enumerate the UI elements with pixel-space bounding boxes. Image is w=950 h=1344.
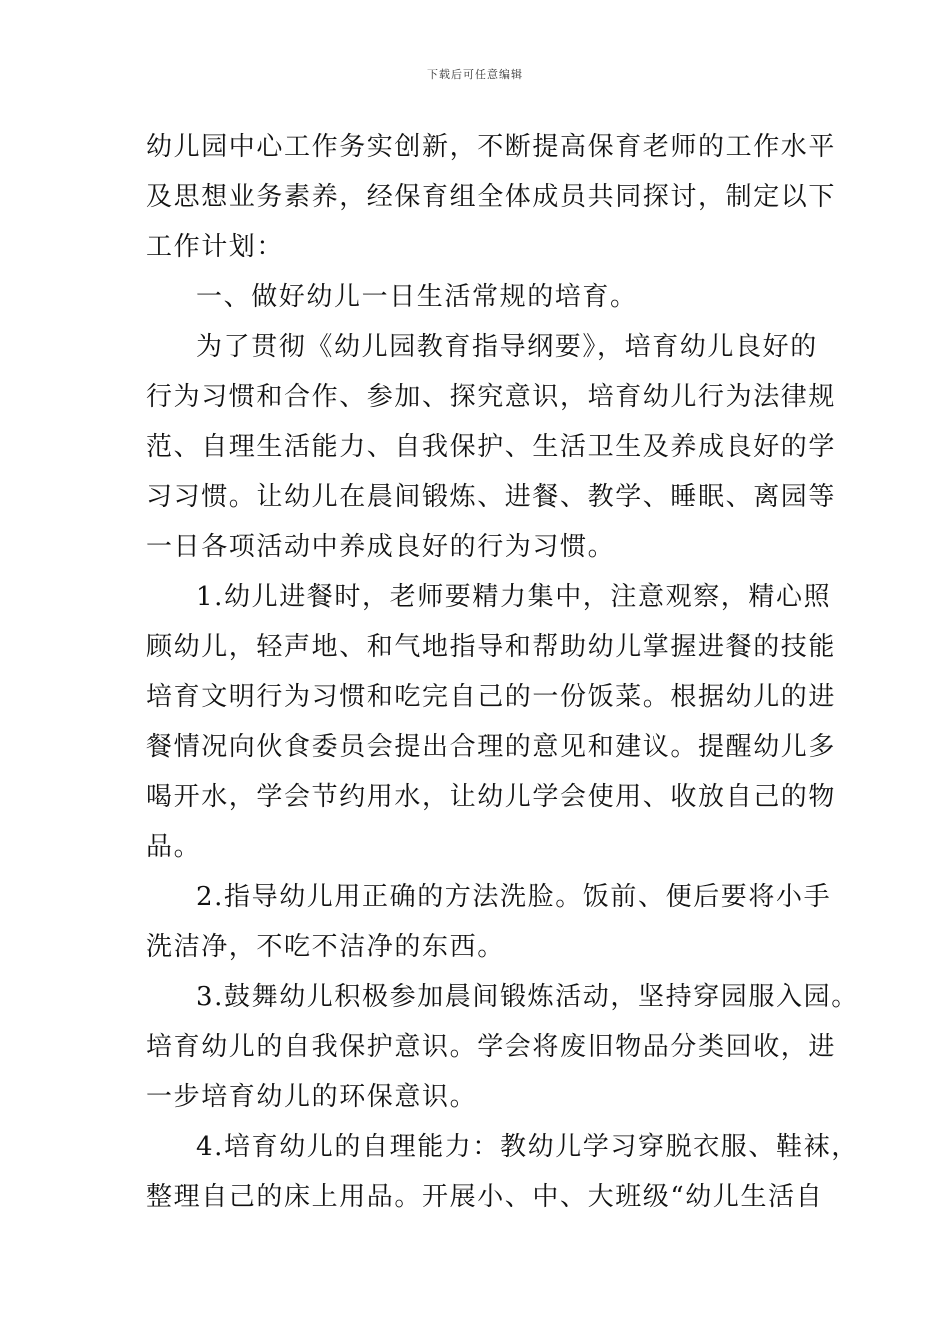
section-heading: 一、做好幼儿一日生活常规的培育。 xyxy=(196,282,638,312)
text-line: 品。 xyxy=(146,832,202,862)
text-line: 培育文明行为习惯和吃完自己的一份饭菜。根据幼儿的进 xyxy=(146,682,837,712)
text-line: 一日各项活动中养成良好的行为习惯。 xyxy=(146,532,616,562)
text-line: 2.指导幼儿用正确的方法洗脸。饭前、便后要将小手 xyxy=(196,882,832,912)
text-line: 1.幼儿进餐时，老师要精力集中，注意观察，精心照 xyxy=(196,582,832,612)
text-line: 喝开水，学会节约用水，让幼儿学会使用、收放自己的物 xyxy=(146,782,837,812)
text-line: 顾幼儿，轻声地、和气地指导和帮助幼儿掌握进餐的技能 xyxy=(146,632,837,662)
text-line: 幼儿园中心工作务实创新，不断提高保育老师的工作水平 xyxy=(146,132,837,162)
text-line: 整理自己的床上用品。开展小、中、大班级“幼儿生活自 xyxy=(146,1182,824,1212)
text-line: 一步培育幼儿的环保意识。 xyxy=(146,1082,478,1112)
text-line: 餐情况向伙食委员会提出合理的意见和建议。提醒幼儿多 xyxy=(146,732,837,762)
text-line: 范、自理生活能力、自我保护、生活卫生及养成良好的学 xyxy=(146,432,837,462)
text-line: 工作计划： xyxy=(146,232,285,262)
text-line: 及思想业务素养，经保育组全体成员共同探讨，制定以下 xyxy=(146,182,837,212)
text-line: 为了贯彻《幼儿园教育指导纲要》，培育幼儿良好的 xyxy=(196,332,818,362)
text-line: 洗洁净，不吃不洁净的东西。 xyxy=(146,932,505,962)
text-line: 3.鼓舞幼儿积极参加晨间锻炼活动，坚持穿园服入园。 xyxy=(196,982,859,1012)
text-line: 行为习惯和合作、参加、探究意识，培育幼儿行为法律规 xyxy=(146,382,837,412)
text-line: 培育幼儿的自我保护意识。学会将废旧物品分类回收，进 xyxy=(146,1032,837,1062)
text-line: 习习惯。让幼儿在晨间锻炼、进餐、教学、睡眠、离园等 xyxy=(146,482,837,512)
text-line: 4.培育幼儿的自理能力：教幼儿学习穿脱衣服、鞋袜， xyxy=(196,1132,859,1162)
page-header: 下载后可任意编辑 xyxy=(427,68,523,81)
